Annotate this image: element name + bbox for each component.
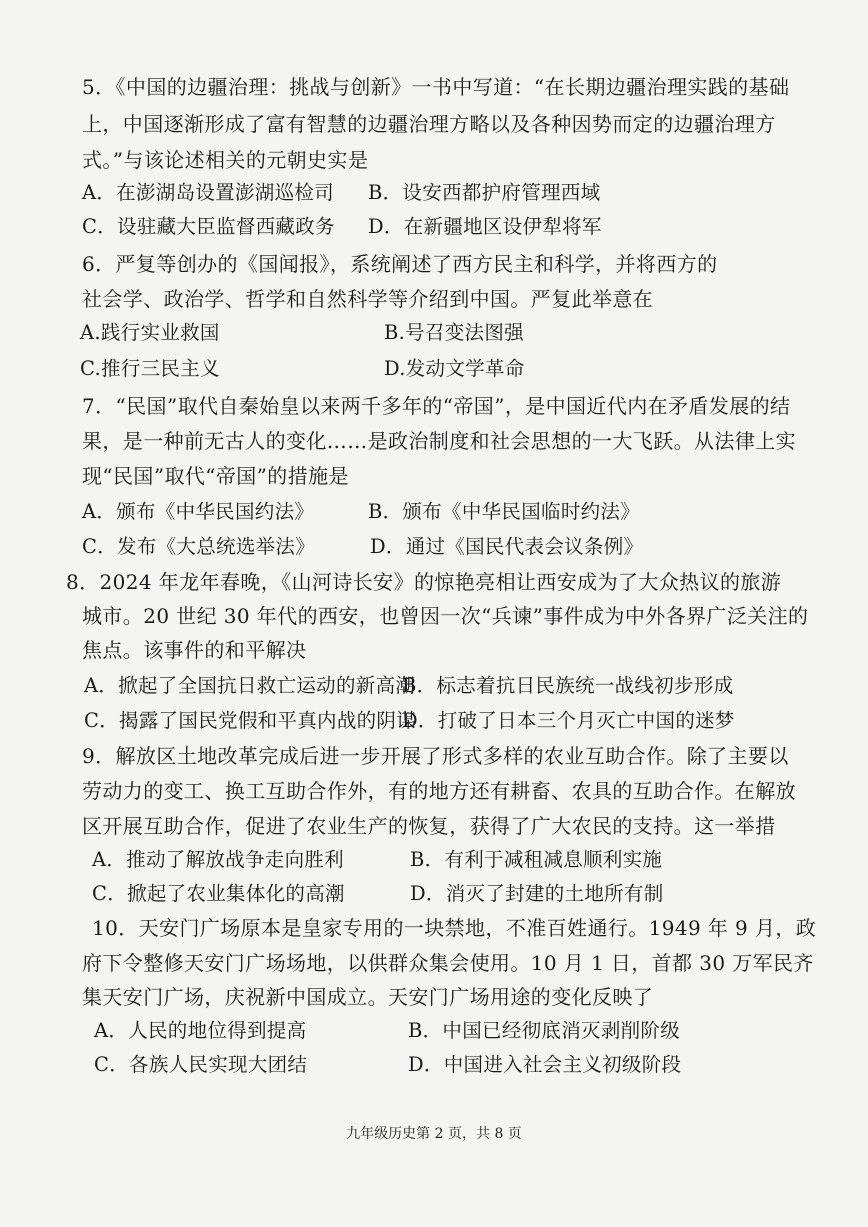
question-6-option-d: D.发动文学革命	[384, 357, 525, 380]
question-10-option-d: D．中国进入社会主义初级阶段	[408, 1053, 682, 1076]
question-10-option-c: C．各族人民实现大团结	[94, 1053, 308, 1076]
question-8-option-d: D．打破了日本三个月灭亡中国的迷梦	[402, 709, 735, 732]
question-8-line-1: 8．2024 年龙年春晚，《山河诗长安》的惊艳亮相让西安成为了大众热议的旅游	[66, 570, 782, 594]
question-8-option-c: C．揭露了国民党假和平真内战的阴谋	[84, 709, 417, 732]
question-5-option-c: C．设驻藏大臣监督西藏政务	[82, 215, 335, 238]
question-9-option-c: C．掀起了农业集体化的高潮	[92, 882, 345, 905]
question-9-line-2: 劳动力的变工、换工互助合作外，有的地方还有耕畜、农具的互助合作。在解放	[82, 779, 796, 803]
question-10-option-b: B．中国已经彻底消灭剥削阶级	[408, 1019, 681, 1042]
question-5-option-a: A．在澎湖岛设置澎湖巡检司	[82, 181, 334, 204]
question-5-line-2: 上，中国逐渐形成了富有智慧的边疆治理方略以及各种因势而定的边疆治理方	[82, 112, 776, 136]
question-8-option-a: A．掀起了全国抗日救亡运动的新高潮	[84, 674, 416, 697]
question-5-option-d: D．在新疆地区设伊犁将军	[368, 215, 602, 238]
question-7-line-3: 现“民国”取代“帝国”的措施是	[82, 464, 349, 488]
question-6-option-c: C.推行三民主义	[80, 357, 220, 380]
question-7-option-d: D．通过《国民代表会议条例》	[370, 535, 644, 558]
question-6-line-2: 社会学、政治学、哲学和自然科学等介绍到中国。严复此举意在	[82, 287, 654, 311]
question-10-option-a: A．人民的地位得到提高	[94, 1019, 307, 1042]
question-6-option-b: B.号召变法图强	[384, 321, 524, 344]
page-footer: 九年级历史第 2 页，共 8 页	[346, 1126, 522, 1142]
question-7-line-2: 果，是一种前无古人的变化……是政治制度和社会思想的一大飞跃。从法律上实	[82, 429, 796, 453]
question-6-option-a: A.践行实业救国	[80, 321, 220, 344]
question-10-line-2: 府下令整修天安门广场场地，以供群众集会使用。10 月 1 日，首都 30 万军民齐	[82, 951, 814, 975]
question-9-option-d: D．消灭了封建的土地所有制	[410, 882, 664, 905]
question-8-line-3: 焦点。该事件的和平解决	[82, 638, 307, 662]
question-5-option-b: B．设安西都护府管理西域	[368, 181, 601, 204]
question-9-option-b: B．有利于减租减息顺利实施	[410, 848, 663, 871]
question-8-option-b: B．标志着抗日民族统一战线初步形成	[402, 674, 734, 697]
question-7-line-1: 7．“民国”取代自秦始皇以来两千多年的“帝国”，是中国近代内在矛盾发展的结	[82, 394, 791, 418]
question-10-line-3: 集天安门广场，庆祝新中国成立。天安门广场用途的变化反映了	[82, 985, 654, 1009]
question-8-line-2: 城市。20 世纪 30 年代的西安，也曾因一次“兵谏”事件成为中外各界广泛关注的	[82, 604, 809, 628]
question-9-line-1: 9．解放区土地改革完成后进一步开展了形式多样的农业互助合作。除了主要以	[82, 744, 789, 768]
question-9-option-a: A．推动了解放战争走向胜利	[92, 848, 344, 871]
question-7-option-c: C．发布《大总统选举法》	[82, 535, 316, 558]
question-5-line-1: 5．《中国的边疆治理：挑战与创新》一书中写道：“在长期边疆治理实践的基础	[82, 75, 790, 99]
question-6-line-1: 6．严复等创办的《国闻报》，系统阐述了西方民主和科学，并将西方的	[82, 252, 718, 276]
question-7-option-b: B．颁布《中华民国临时约法》	[368, 500, 641, 523]
question-10-line-1: 10．天安门广场原本是皇家专用的一块禁地，不准百姓通行。1949 年 9 月，政	[92, 916, 817, 940]
question-7-option-a: A．颁布《中华民国约法》	[82, 500, 315, 523]
question-9-line-3: 区开展互助合作，促进了农业生产的恢复，获得了广大农民的支持。这一举措	[82, 814, 776, 838]
question-5-line-3: 式。”与该论述相关的元朝史实是	[82, 148, 369, 172]
